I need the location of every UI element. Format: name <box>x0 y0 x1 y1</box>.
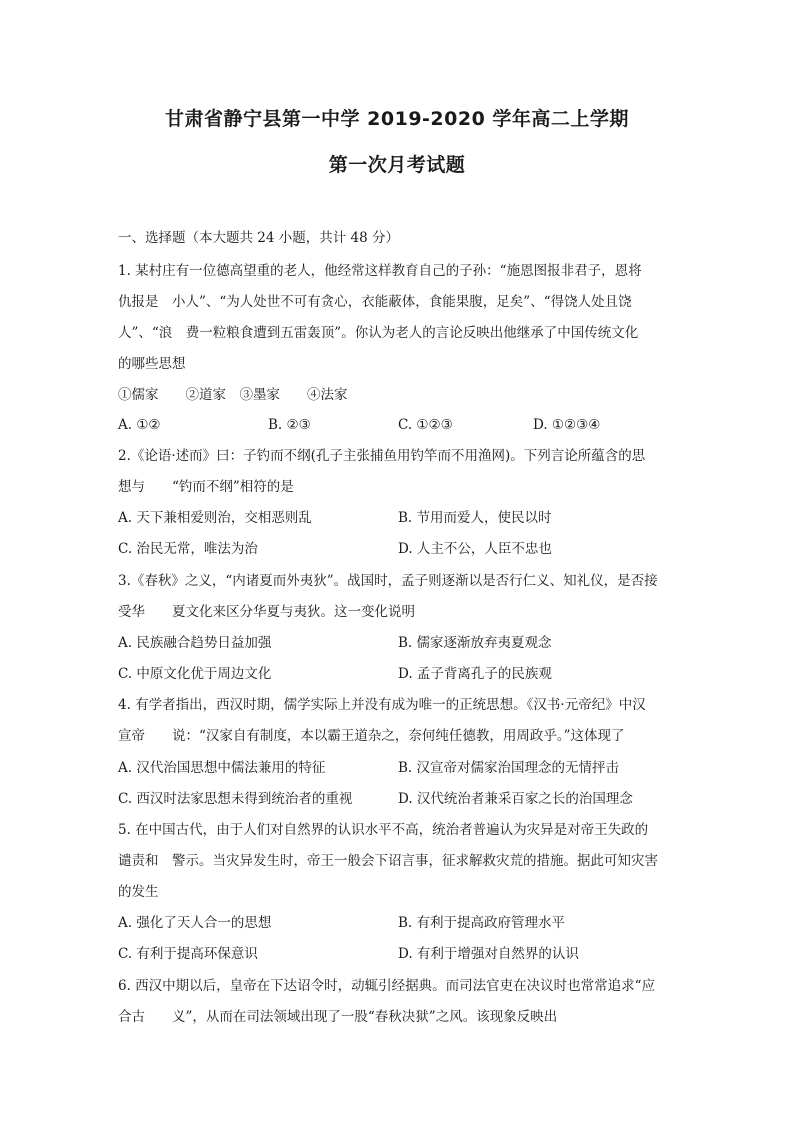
exam-title-line1: 甘肃省静宁县第一中学 2019-2020 学年高二上学期 <box>165 108 629 130</box>
q1-stem-line: 1. 某村庄有一位德高望重的老人，他经常这样教育自己的子孙：“施恩图报非君子，恩将 <box>118 263 642 279</box>
exam-title-line2: 第一次月考试题 <box>328 154 466 176</box>
section-header: 一、选择题（本大题共 24 小题，共计 48 分） <box>118 230 400 246</box>
q5-option-a: A. 强化了天人合一的思想 <box>118 915 272 931</box>
q3-option-c: C. 中原文化优于周边文化 <box>118 666 272 682</box>
q5-option-b: B. 有利于提高政府管理水平 <box>398 915 566 931</box>
q1-option-c: C. ①②③ <box>398 417 453 433</box>
q6-stem-line: 6. 西汉中期以后，皇帝在下达诏令时，动辄引经据典。而司法官吏在决议时也常常追求“应 <box>118 978 656 994</box>
q2-stem-line: 想与 “钓而不纲”相符的是 <box>118 479 294 495</box>
q1-option-d: D. ①②③④ <box>533 417 601 433</box>
q2-option-a: A. 天下兼相爱则治，交相恶则乱 <box>118 510 312 526</box>
q4-option-b: B. 汉宣帝对儒家治国理念的无情抨击 <box>398 760 620 776</box>
q1-option-b: B. ②③ <box>268 417 311 433</box>
q4-option-a: A. 汉代治国思想中儒法兼用的特征 <box>118 760 326 776</box>
q5-stem-line: 的发生 <box>118 884 159 900</box>
q4-option-c: C. 西汉时法家思想未得到统治者的重视 <box>118 791 353 807</box>
q5-stem-line: 5. 在中国古代，由于人们对自然界的认识水平不高，统治者普遍认为灾异是对帝王失政的 <box>118 822 649 838</box>
q4-stem-line: 4. 有学者指出，西汉时期，儒学实际上并没有成为唯一的正统思想。《汉书·元帝纪》中汉 <box>118 697 646 713</box>
q2-option-b: B. 节用而爱人，使民以时 <box>398 510 552 526</box>
q5-option-c: C. 有利于提高环保意识 <box>118 946 258 962</box>
q4-option-d: D. 汉代统治者兼采百家之长的治国理念 <box>398 791 633 807</box>
q5-stem-line: 谴责和 警示。当灾异发生时，帝王一般会下诏言事，征求解救灾荒的措施。据此可知灾害 <box>118 853 658 869</box>
q1-stem-line: 仇报是 小人”、“为人处世不可有贪心，衣能蔽体，食能果腹，足矣”、“得饶人处且饶 <box>118 294 632 310</box>
q2-option-d: D. 人主不公，人臣不忠也 <box>398 541 552 557</box>
q1-stem-line: 的哪些思想 <box>118 356 186 372</box>
q2-option-c: C. 治民无常，唯法为治 <box>118 541 258 557</box>
q4-stem-line: 宣帝 说：“汉家自有制度，本以霸王道杂之，奈何纯任德教，用周政乎。”这体现了 <box>118 728 625 744</box>
q1-stem-line: 人”、“浪 费一粒粮食遭到五雷轰顶”。你认为老人的言论反映出他继承了中国传统文化 <box>118 325 639 341</box>
q3-stem-line: 3.《春秋》之义，“内诸夏而外夷狄”。战国时，孟子则逐渐以是否行仁义、知礼仪，是否接 <box>118 573 658 589</box>
q3-option-d: D. 孟子背离孔子的民族观 <box>398 666 552 682</box>
q1-choices-line: ①儒家 ②道家 ③墨家 ④法家 <box>118 387 348 403</box>
q5-option-d: D. 有利于增强对自然界的认识 <box>398 946 579 962</box>
q2-stem-line: 2.《论语·述而》曰：子钓而不纲(孔子主张捕鱼用钓竿而不用渔网)。下列言论所蕴含的思 <box>118 448 646 464</box>
q6-stem-line: 合古 义”，从而在司法领域出现了一股“春秋决狱”之风。该现象反映出 <box>118 1009 558 1025</box>
q1-option-a: A. ①② <box>118 417 161 433</box>
q3-option-a: A. 民族融合趋势日益加强 <box>118 635 272 651</box>
q3-option-b: B. 儒家逐渐放弃夷夏观念 <box>398 635 552 651</box>
q3-stem-line: 受华 夏文化来区分华夏与夷狄。这一变化说明 <box>118 604 415 620</box>
